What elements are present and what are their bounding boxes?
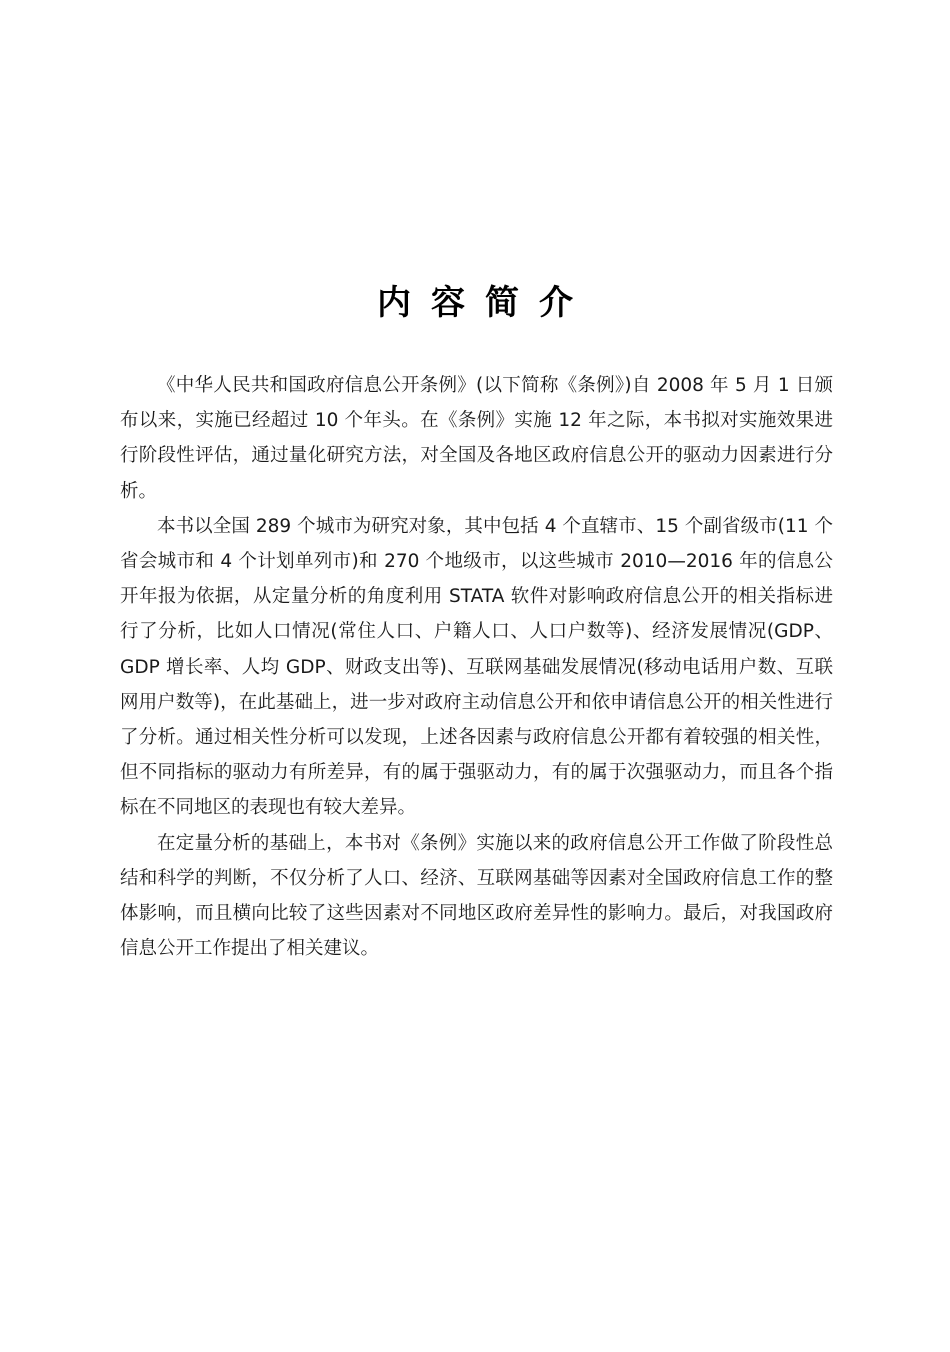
paragraph-method: 本书以全国 289 个城市为研究对象，其中包括 4 个直辖市、15 个副省级市(11 个省会城市和 4 个计划单列市)和 270 个地级市，以这些城市 2010—2016 年的信息公开年报为依据，从定量分析的角度利用 STATA 软件对影响政府信息公开的相关指标进行了分析，比如人口情况(常住人口、户籍人口、人口户数等)、经济发展情况(GDP、GDP 增长率、人均 GDP、财政支出等)、互联网基础发展情况(移动电话用户数、互联网用户数等)，在此基础上，进一步对政府主动信息公开和依申请信息公开的相关性进行了分析。通过相关性分析可以发现，上述各因素与政府信息公开都有着较强的相关性，但不同指标的驱动力有所差异，有的属于强驱动力，有的属于次强驱动力，而且各个指标在不同地区的表现也有较大差异。 — [120, 515, 833, 819]
page-title: 内容简介 — [377, 283, 593, 323]
paragraph-intro: 《中华人民共和国政府信息公开条例》(以下简称《条例》)自 2008 年 5 月 1 日颁布以来，实施已经超过 10 个年头。在《条例》实施 12 年之际，本书拟对实施效果进行阶段性评估，通过量化研究方法，对全国及各地区政府信息公开的驱动力因素进行分析。 — [120, 375, 833, 502]
summary-body — [120, 368, 833, 966]
paragraph-conclusion: 在定量分析的基础上，本书对《条例》实施以来的政府信息公开工作做了阶段性总结和科学的判断，不仅分析了人口、经济、互联网基础等因素对全国政府信息工作的整体影响，而且横向比较了这些因素对不同地区政府差异性的影响力。最后，对我国政府信息公开工作提出了相关建议。 — [120, 832, 833, 960]
